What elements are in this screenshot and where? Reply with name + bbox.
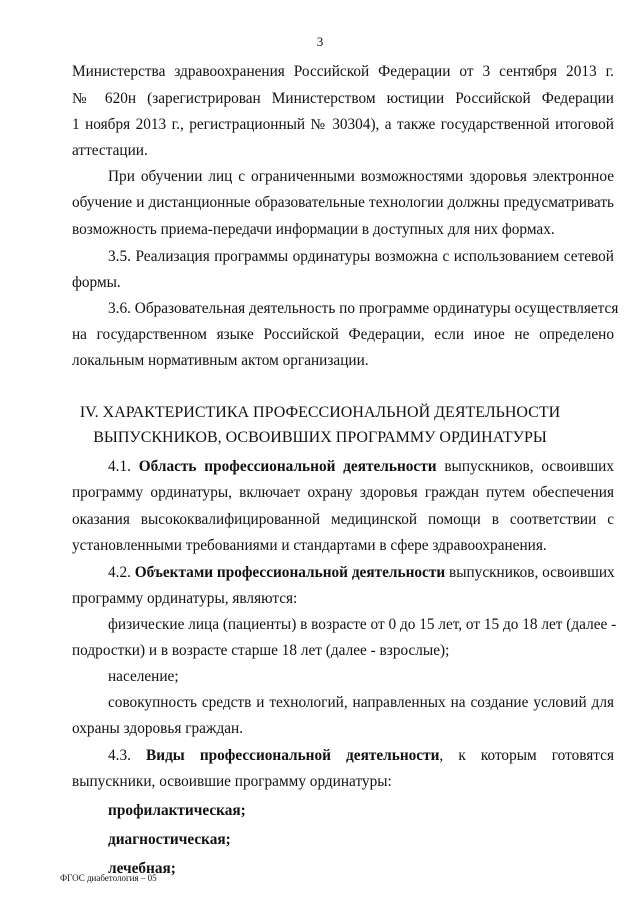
line-text: программу ординатуры, являются: xyxy=(72,590,298,607)
page-number: 3 xyxy=(316,34,324,49)
text-line xyxy=(72,589,614,608)
line-text: аттестации. xyxy=(72,142,148,159)
text-line xyxy=(108,693,614,712)
text-line xyxy=(72,351,614,370)
text-line xyxy=(72,536,614,555)
text-line xyxy=(108,830,614,849)
text-line xyxy=(108,859,614,878)
text-line xyxy=(72,772,614,791)
line-text: установленными требованиями и стандартами в сфере здравоохранения. xyxy=(72,537,547,554)
text-line xyxy=(72,220,614,239)
line-text: локальным нормативным актом организации. xyxy=(72,352,369,369)
line-text: IV. ХАРАКТЕРИСТИКА ПРОФЕССИОНАЛЬНОЙ ДЕЯТЕЛЬНОСТИ xyxy=(79,404,561,421)
line-text: При обучении лиц с ограниченными возможностями здоровья электронное xyxy=(108,168,614,185)
line-text: на государственном языке Российской Федерации, если иное не определено xyxy=(72,326,614,343)
line-text: совокупность средств и технологий, направленных на создание условий для xyxy=(108,694,614,711)
line-text: 4.3. xyxy=(108,747,147,764)
bold-term: Область профессиональной деятельности xyxy=(138,458,437,475)
line-text: диагностическая; xyxy=(108,831,231,848)
line-text: профилактическая; xyxy=(108,802,246,819)
line-text: выпускников, освоивших xyxy=(436,458,614,475)
line-text: физические лица (пациенты) в возрасте от 0 до 15 лет, от 15 до 18 лет (далее - xyxy=(108,616,617,633)
text-line xyxy=(108,167,614,186)
line-text: оказания высококвалифицированной медицинской помощи в соответствии с xyxy=(72,511,614,528)
text-line xyxy=(72,193,614,212)
line-text: обучение и дистанционные образовательные технологии должны предусматривать xyxy=(72,194,614,211)
text-line xyxy=(72,273,614,292)
line-text: Министерства здравоохранения Российской Федерации от 3 сентября 2013 г. xyxy=(72,63,614,80)
text-line xyxy=(72,483,614,502)
section-heading-line xyxy=(0,403,640,422)
line-text: № 620н (зарегистрирован Министерством юстиции Российской Федерации xyxy=(72,90,614,107)
text-line xyxy=(108,563,614,582)
text-line xyxy=(72,89,614,108)
text-line xyxy=(108,801,614,820)
line-text: охраны здоровья граждан. xyxy=(72,720,244,737)
text-line xyxy=(108,746,614,765)
section-heading-line xyxy=(0,428,640,447)
line-text: 3.5. Реализация программы ординатуры возможна с использованием сетевой xyxy=(108,248,614,265)
text-line xyxy=(108,615,617,634)
line-text: возможность приема-передачи информации в доступных для них формах. xyxy=(72,221,555,238)
line-text: формы. xyxy=(72,274,121,291)
line-text: 1 ноября 2013 г., регистрационный № 30304), а также государственной итоговой xyxy=(72,116,614,133)
text-line xyxy=(72,719,614,738)
line-text: выпускники, освоившие программу ординатуры: xyxy=(72,773,392,790)
line-text: 4.2. xyxy=(108,564,135,581)
line-text: население; xyxy=(108,668,179,685)
line-text: подростки) и в возрасте старше 18 лет (далее - взрослые); xyxy=(72,642,450,659)
text-line xyxy=(72,325,614,344)
bold-term: Виды профессиональной деятельности xyxy=(146,747,440,764)
line-text: программу ординатуры, включает охрану здоровья граждан путем обеспечения xyxy=(72,484,614,501)
text-line xyxy=(72,115,614,134)
text-line xyxy=(108,667,614,686)
line-text: ВЫПУСКНИКОВ, ОСВОИВШИХ ПРОГРАММУ ОРДИНАТУРЫ xyxy=(93,429,547,446)
text-line xyxy=(72,141,614,160)
line-text: выпускников, освоивших xyxy=(445,564,615,581)
text-line xyxy=(108,247,614,266)
text-line xyxy=(108,457,614,476)
text-line xyxy=(72,641,614,660)
line-text: 4.1. xyxy=(108,458,139,475)
bold-term: Объектами профессиональной деятельности xyxy=(134,564,446,581)
text-line xyxy=(108,299,619,318)
line-text: , к которым готовятся xyxy=(439,747,614,764)
text-line xyxy=(72,510,614,529)
text-line xyxy=(72,62,614,81)
line-text: 3.6. Образовательная деятельность по программе ординатуры осуществляется xyxy=(108,300,619,317)
page-footer: ФГОС диабетология – 05 xyxy=(60,873,157,883)
line-text: лечебная; xyxy=(108,860,176,877)
